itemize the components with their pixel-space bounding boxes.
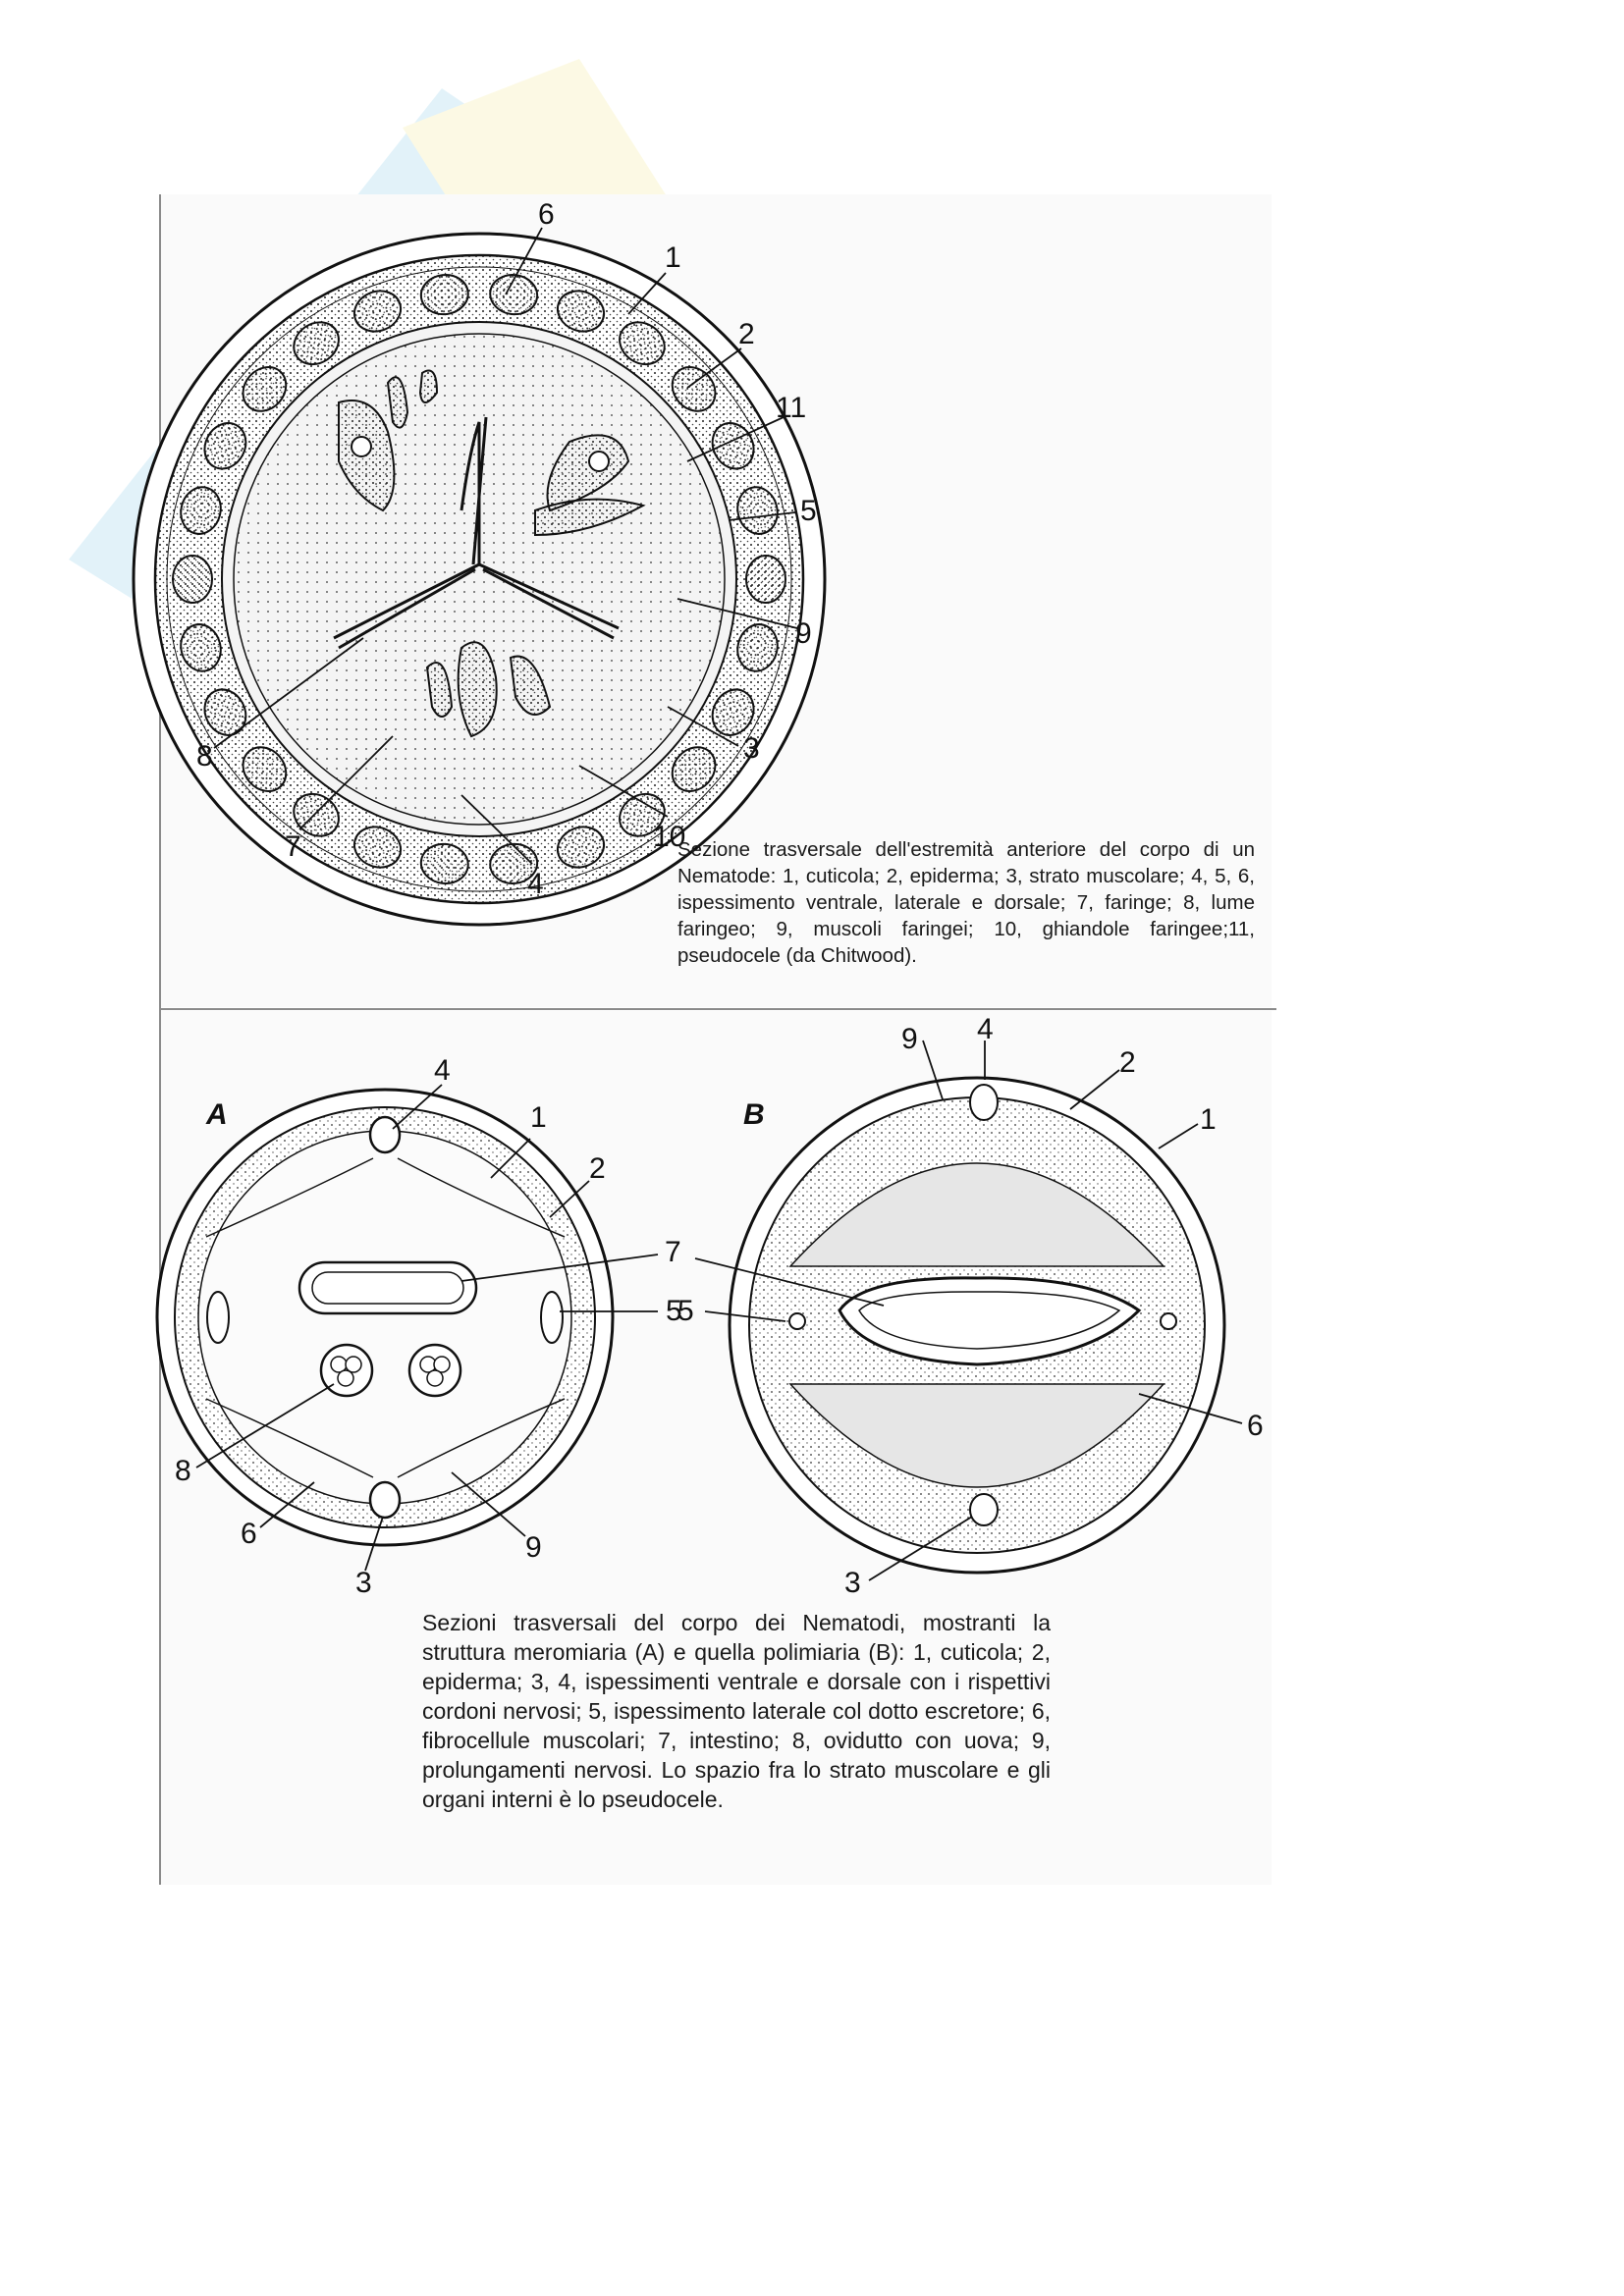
label-a-4: 4 — [434, 1054, 451, 1087]
label-a-3: 3 — [355, 1567, 372, 1599]
label-top-9: 9 — [795, 617, 812, 650]
label-a-5: 5 — [666, 1295, 682, 1327]
label-b-1: 1 — [1200, 1103, 1217, 1136]
panel-a-letter: A — [206, 1098, 228, 1131]
label-top-3: 3 — [743, 732, 760, 765]
label-a-2: 2 — [589, 1152, 606, 1185]
label-a-1: 1 — [530, 1101, 547, 1134]
label-b-6: 6 — [1247, 1410, 1264, 1442]
caption-top: Sezione trasversale dell'estremità anteriore del corpo di un Nematode: 1, cuticola; 2, epiderma; 3, strato muscolare; 4, 5, 6, ispessimento ventrale, laterale e dorsale; 7, faringe; 8, lume faringeo; 9, muscoli faringei; 10, ghiandole faringee;11, pseudocele (da Chitwood). — [677, 838, 1255, 967]
label-top-6: 6 — [538, 198, 555, 231]
label-top-7: 7 — [285, 830, 301, 863]
polymyarian-section-b — [730, 1078, 1224, 1573]
label-a-9: 9 — [525, 1531, 542, 1564]
label-top-4: 4 — [527, 868, 544, 900]
label-a-7: 7 — [665, 1236, 681, 1268]
caption-bottom: Sezioni trasversali del corpo dei Nematodi, mostranti la struttura meromiaria (A) e quella polimiaria (B): 1, cuticola; 2, epiderma; 3, 4, ispessimenti ventrale e dorsale con i rispettivi cordoni nervosi; 5, ispessimento laterale col dotto escretore; 6, fibrocellule muscolari; 7, intestino; 8, ovidutto con uova; 9, prolungamenti nervosi. Lo spazio fra lo strato muscolare e gli organi interni è lo pseudocele. — [422, 1610, 1051, 1812]
label-b-4: 4 — [977, 1013, 994, 1045]
label-top-1: 1 — [665, 241, 681, 274]
label-b-3: 3 — [844, 1567, 861, 1599]
label-b-9: 9 — [901, 1023, 918, 1055]
label-b-2: 2 — [1119, 1046, 1136, 1079]
panel-b-letter: B — [743, 1098, 765, 1131]
meromyarian-section-a — [157, 1090, 613, 1545]
label-a-8: 8 — [175, 1455, 191, 1487]
label-a-6: 6 — [241, 1518, 257, 1550]
label-top-2: 2 — [738, 318, 755, 350]
label-top-5: 5 — [800, 495, 817, 527]
label-b-5: 5 — [677, 1295, 694, 1327]
label-top-10: 10 — [653, 821, 686, 853]
label-top-8: 8 — [196, 740, 213, 773]
label-top-11: 11 — [776, 392, 807, 424]
